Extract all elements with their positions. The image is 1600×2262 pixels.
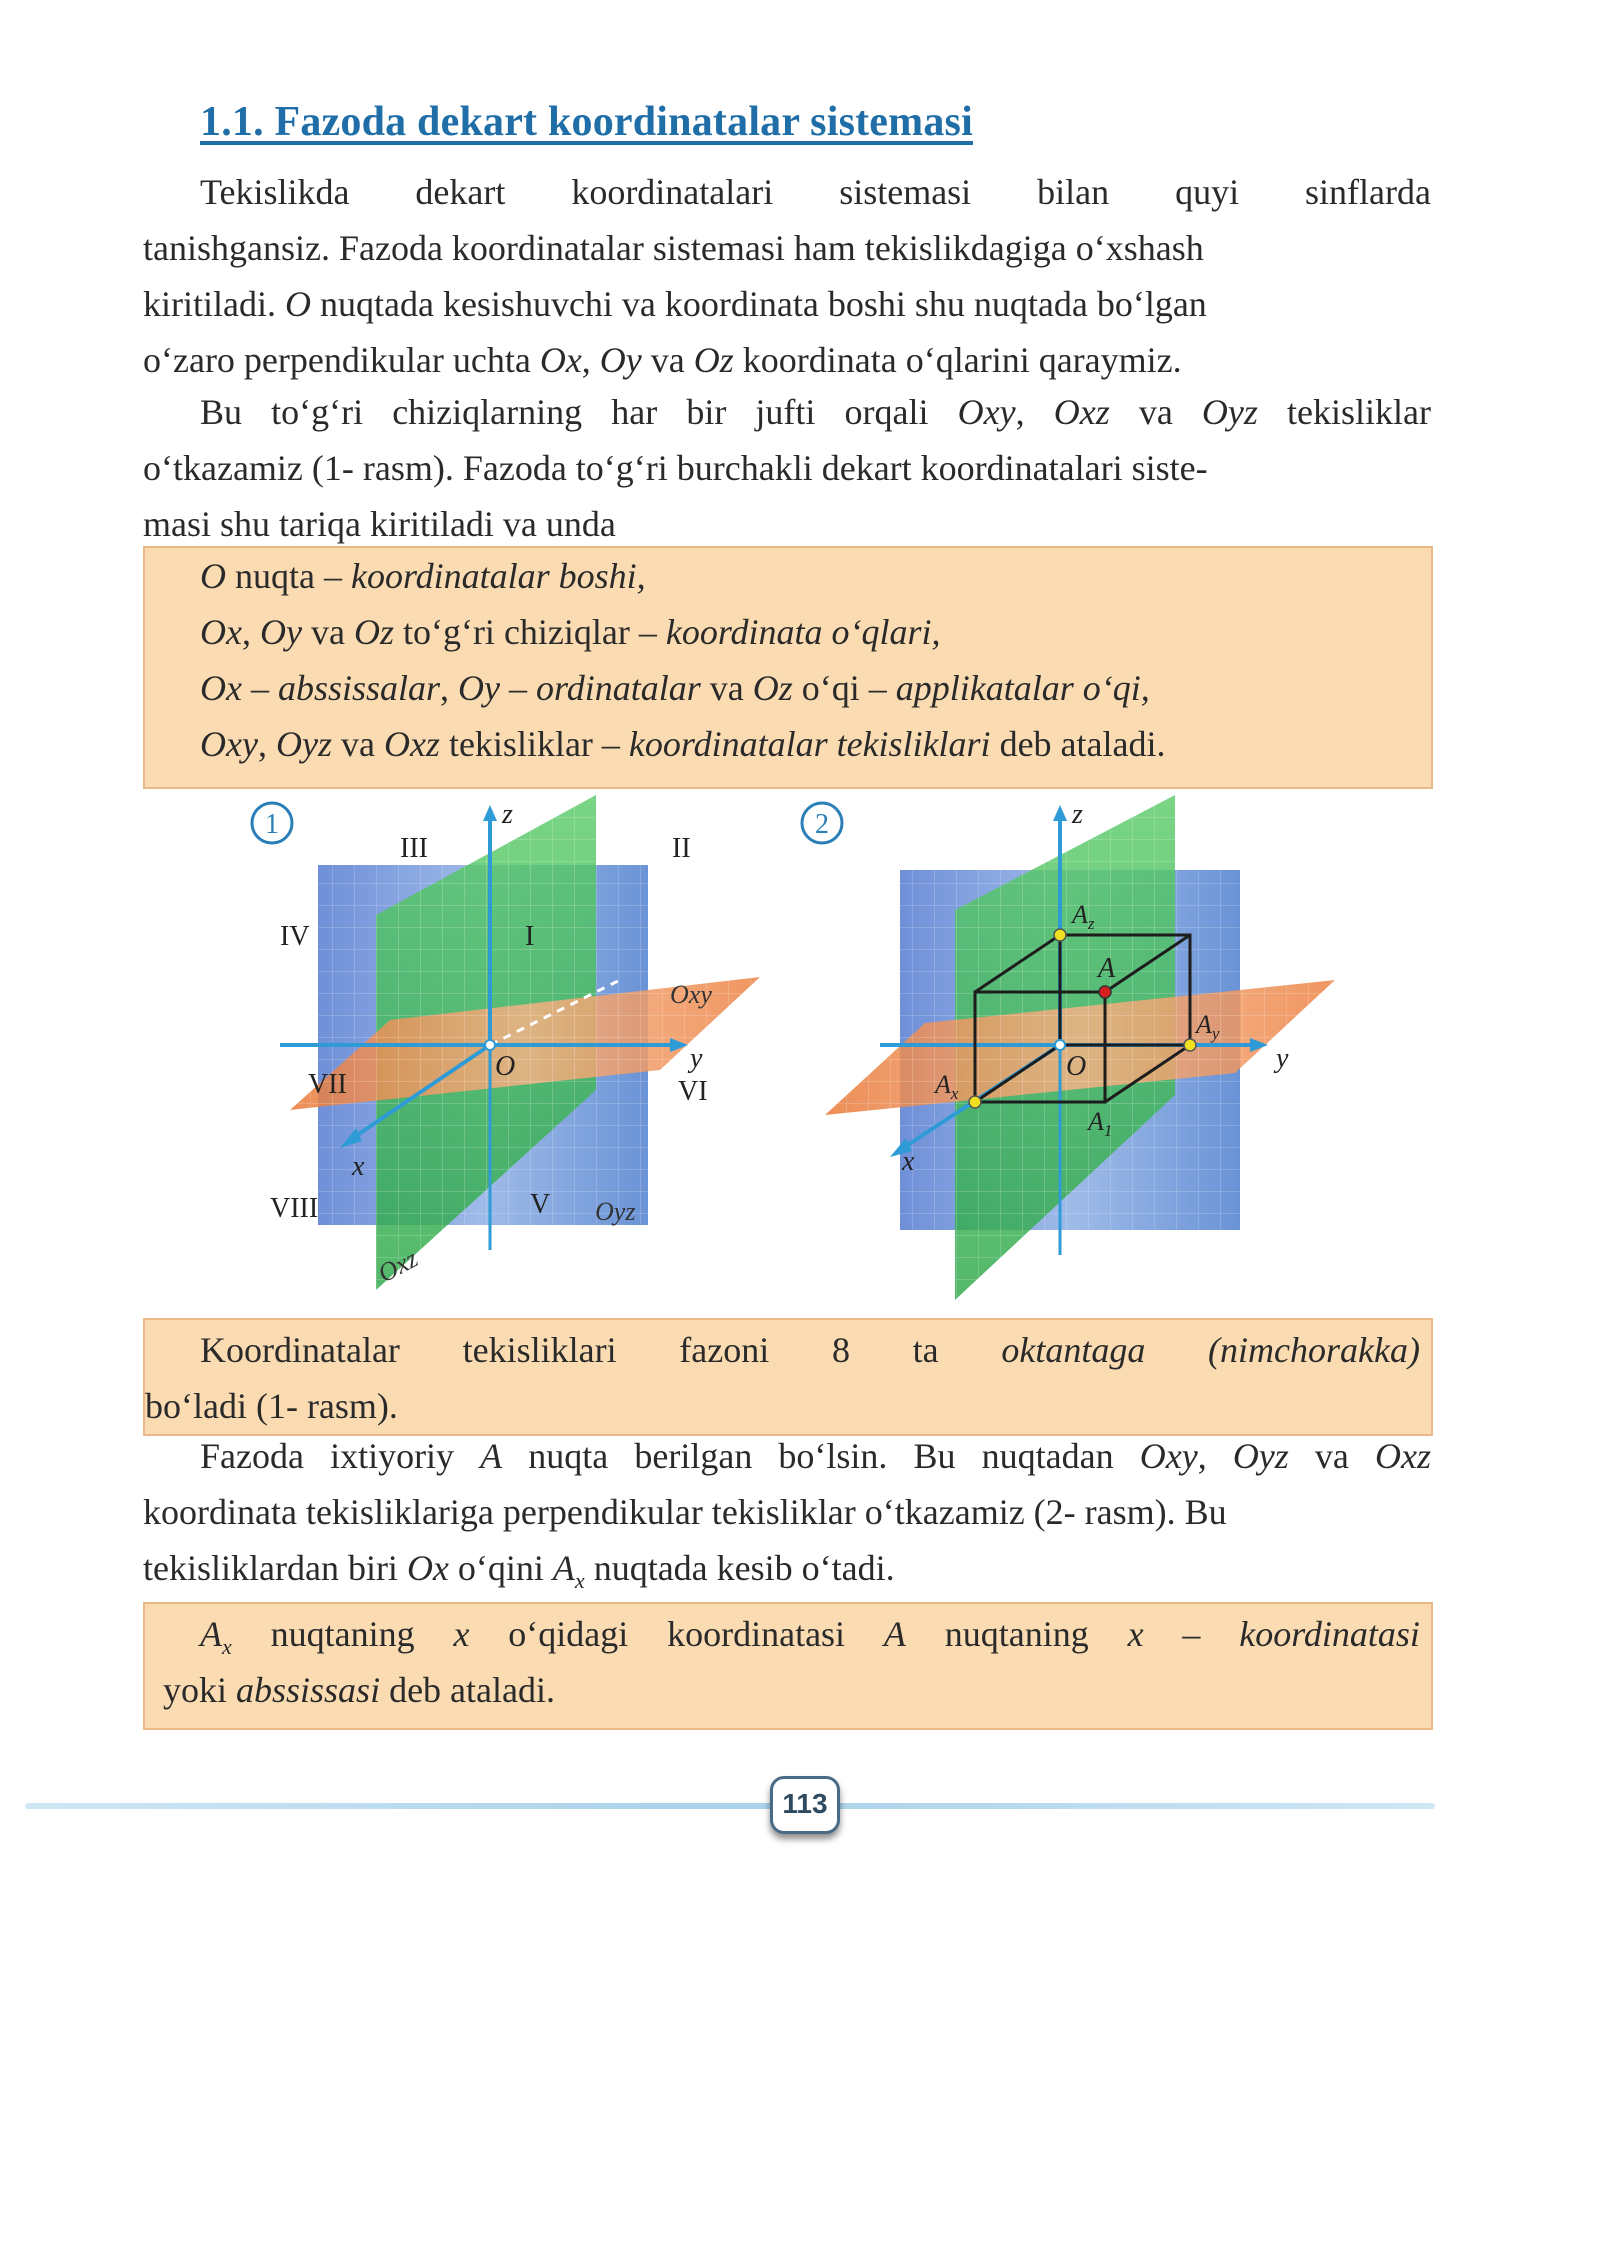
definition-octants-text-2	[145, 1378, 1365, 1434]
octant-label: V	[530, 1189, 551, 1220]
figure-2-point-projections	[780, 795, 1340, 1315]
point-line-2: koordinata tekisliklariga perpendikular tekisliklar o‘tkazamiz (2- rasm). Bu	[143, 1492, 1227, 1532]
planes-line-2: o‘tkazamiz (1- rasm). Fazoda to‘g‘ri burchakli dekart koordinatalari siste-	[143, 448, 1208, 488]
paragraph-intro	[143, 164, 1431, 388]
text: tekisliklardan biri	[143, 1548, 407, 1588]
text: A	[935, 1070, 951, 1099]
word: A	[883, 1614, 906, 1654]
text: ,	[257, 724, 276, 764]
label-z: z	[1072, 799, 1083, 830]
text: deb ataladi.	[380, 1670, 555, 1710]
term-planes	[200, 716, 1420, 772]
intro-line-3	[143, 276, 1431, 332]
text: yoki	[163, 1670, 237, 1710]
text: ,	[1015, 392, 1054, 432]
text: o‘qini	[448, 1548, 553, 1588]
intro-line-4	[143, 332, 1431, 388]
subscript: 1	[1103, 1121, 1113, 1140]
text: deb ataladi.	[990, 724, 1166, 764]
text: va	[1109, 392, 1202, 432]
figure-1-octants	[200, 795, 770, 1315]
word: koordinatasi	[1239, 1614, 1420, 1654]
subscript: x	[950, 1084, 959, 1103]
word: ta	[912, 1330, 939, 1370]
text: va	[700, 668, 753, 708]
paragraph-planes	[143, 384, 1431, 552]
text: va	[301, 612, 354, 652]
word: nuqtaning	[944, 1614, 1089, 1654]
plane-oxz: Oxz	[1053, 392, 1110, 432]
paragraph-point-a	[143, 1428, 1431, 1609]
octant-label: IV	[280, 921, 310, 952]
text: o‘qi –	[792, 668, 896, 708]
text: koordinata o‘qlarini qaraymiz.	[733, 340, 1182, 380]
point-line-3	[143, 1540, 1431, 1609]
text: nuqtada kesib o‘tadi.	[584, 1548, 895, 1588]
text: Ox	[200, 612, 242, 652]
section-title: 1.1. Fazoda dekart koordinatalar sistemasi	[200, 99, 973, 145]
word: dekart	[415, 172, 506, 212]
text: Oy	[259, 612, 302, 652]
octant-label: VI	[678, 1076, 708, 1107]
z-axis-arrow	[1053, 805, 1067, 821]
point-o: O	[284, 284, 311, 324]
page-number: 113	[770, 1776, 840, 1834]
label-plane-oxy: Oxy	[670, 980, 712, 1009]
term-axes	[200, 604, 1420, 660]
text: koordinatalar boshi,	[350, 556, 646, 596]
text: Oxy	[200, 724, 258, 764]
label-origin: O	[1066, 1051, 1087, 1082]
word: bilan	[1037, 172, 1110, 212]
word: o‘qidagi	[508, 1614, 629, 1654]
text: Oz	[353, 612, 394, 652]
figure-number: 2	[815, 809, 829, 840]
text: koordinata o‘qlari,	[665, 612, 941, 652]
text: A	[552, 1548, 575, 1588]
text: applikatalar o‘qi,	[895, 668, 1150, 708]
word: x	[1127, 1614, 1144, 1654]
text: Fazoda ixtiyoriy	[200, 1436, 481, 1476]
text: Oyz	[275, 724, 332, 764]
text: Oz	[752, 668, 793, 708]
axis-oy: Oy	[599, 340, 642, 380]
octant-label: II	[672, 833, 691, 864]
word: x	[453, 1614, 470, 1654]
text: koordinatalar tekisliklari	[628, 724, 991, 764]
origin-dot	[485, 1040, 495, 1050]
word: –	[1182, 1614, 1201, 1654]
point-ax-dot	[969, 1096, 981, 1108]
word: tekisliklari	[462, 1330, 617, 1370]
abscissa-line-2	[163, 1662, 1383, 1718]
plane-oyz: Oyz	[1201, 392, 1258, 432]
definition-box-terms	[143, 546, 1433, 789]
word: Koordinatalar	[200, 1330, 400, 1370]
word: sistemasi	[839, 172, 972, 212]
text: kiritiladi.	[143, 284, 285, 324]
point-ay-dot	[1184, 1039, 1196, 1051]
word: Tekislikda	[200, 172, 350, 212]
word: 8	[831, 1330, 850, 1370]
axis-oz: Oz	[693, 340, 734, 380]
figure-number: 1	[265, 809, 279, 840]
text: va	[331, 724, 384, 764]
word: (nimchorakka)	[1208, 1330, 1420, 1370]
subscript: y	[1211, 1024, 1220, 1043]
text: Oxz	[1375, 1436, 1432, 1476]
subscript: z	[1087, 914, 1095, 933]
text: A	[1072, 900, 1088, 929]
word: sinflarda	[1305, 172, 1431, 212]
axis-ox: Ox	[539, 340, 582, 380]
text: va	[641, 340, 694, 380]
octants-line-2: bo‘ladi (1- rasm).	[145, 1386, 398, 1426]
label-y: y	[690, 1043, 703, 1074]
planes-line-3: masi shu tariqa kiritiladi va unda	[143, 504, 616, 544]
text: ,	[1197, 1436, 1233, 1476]
footer-rule	[25, 1803, 1435, 1809]
intro-line-1	[143, 164, 1431, 220]
text: to‘g‘ri chiziqlar –	[393, 612, 666, 652]
label-origin: O	[495, 1051, 516, 1082]
text: Oy	[458, 668, 501, 708]
octant-label: I	[525, 921, 535, 952]
text: Ox	[200, 668, 242, 708]
term-origin	[200, 548, 1420, 604]
z-axis-arrow	[483, 805, 497, 821]
octant-label: VIII	[270, 1193, 319, 1224]
definition-octants-text	[200, 1322, 1420, 1378]
definition-box-octants	[143, 1318, 1433, 1436]
text: nuqta –	[226, 556, 351, 596]
text: Oxy	[1139, 1436, 1198, 1476]
text: ordinatalar	[536, 668, 701, 708]
text: A	[200, 1614, 222, 1654]
text: O	[200, 556, 226, 596]
text: –	[241, 668, 278, 708]
definition-box-abscissa	[143, 1602, 1433, 1730]
text: tekisliklar	[1257, 392, 1431, 432]
plane-oxy: Oxy	[957, 392, 1016, 432]
text: nuqta berilgan bo‘lsin. Bu nuqtadan	[502, 1436, 1140, 1476]
text: abssissasi	[236, 1670, 381, 1710]
intro-line-2: tanishgansiz. Fazoda koordinatalar sistemasi ham tekislikdagiga o‘xshash	[143, 228, 1204, 268]
subscript: x	[574, 1568, 585, 1594]
word: nuqtaning	[270, 1614, 415, 1654]
text: Oxz	[383, 724, 440, 764]
label-x: x	[352, 1151, 365, 1182]
text: Ox	[406, 1548, 449, 1588]
text: Oyz	[1232, 1436, 1289, 1476]
octant-label: III	[400, 833, 428, 864]
point-az-dot	[1054, 929, 1066, 941]
word: oktantaga	[1001, 1330, 1146, 1370]
octant-label: VII	[308, 1069, 347, 1100]
text: A	[480, 1436, 503, 1476]
octants-line-1	[200, 1322, 1420, 1378]
definition-abscissa-text-2	[163, 1662, 1383, 1718]
point-a-dot	[1099, 986, 1111, 998]
label-plane-oxz: Oxz	[373, 1243, 423, 1289]
text: A	[1088, 1107, 1104, 1136]
text: ,	[440, 668, 459, 708]
word: quyi	[1175, 172, 1240, 212]
label-z: z	[502, 799, 513, 830]
origin-dot	[1055, 1040, 1065, 1050]
point-line-1	[143, 1428, 1431, 1484]
text: ,	[241, 612, 260, 652]
text: A	[1196, 1010, 1212, 1039]
term-axis-names	[200, 660, 1420, 716]
text: tekisliklar –	[439, 724, 629, 764]
planes-line-1	[143, 384, 1431, 440]
word: koordinatasi	[667, 1614, 846, 1654]
label-x: x	[902, 1146, 915, 1177]
text: o‘zaro perpendikular uchta	[143, 340, 540, 380]
text: Bu to‘g‘ri chiziqlarning har bir jufti orqali	[200, 392, 958, 432]
text: va	[1288, 1436, 1376, 1476]
text: –	[500, 668, 537, 708]
text: abssissalar	[277, 668, 441, 708]
word: koordinatalari	[571, 172, 774, 212]
word: fazoni	[679, 1330, 770, 1370]
label-plane-oyz: Oyz	[595, 1197, 636, 1226]
label-point-a: A	[1098, 953, 1116, 984]
definition-terms-text	[200, 548, 1420, 772]
text: ,	[581, 340, 600, 380]
text: nuqtada kesishuvchi va koordinata boshi shu nuqtada bo‘lgan	[310, 284, 1207, 324]
label-y: y	[1276, 1043, 1289, 1074]
subscript: x	[222, 1634, 232, 1660]
